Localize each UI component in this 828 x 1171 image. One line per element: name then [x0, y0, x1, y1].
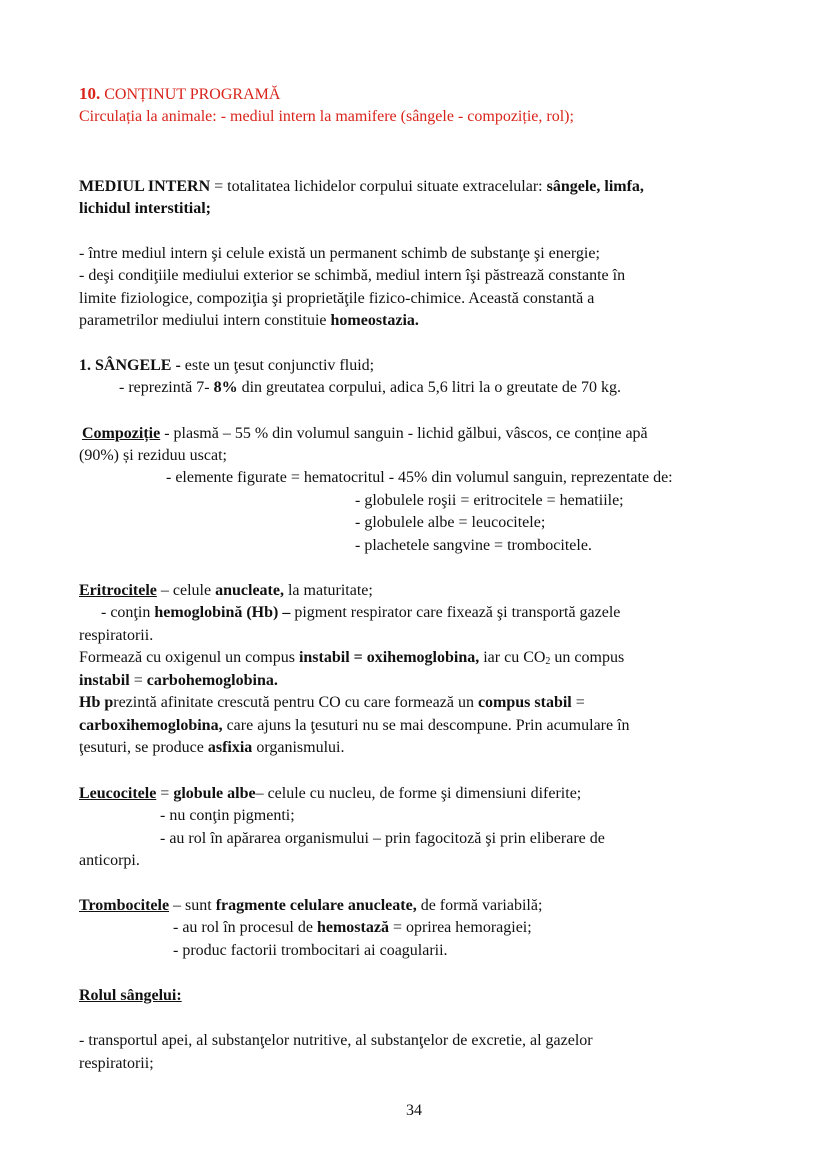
sangele-def: este un ţesut conjunctiv fluid; [184, 357, 375, 374]
mediul-def-text: = totalitatea lichidelor corpului situate extracelular: [210, 178, 547, 195]
mediul-term: MEDIUL INTERN [79, 178, 211, 195]
eritrocite-l7b: care ajuns la ţesuturi nu se mai descompune. Prin acumulare în [222, 717, 630, 734]
mediul-items: sângele, limfa, [546, 178, 644, 195]
page-number: 34 [406, 1102, 422, 1119]
mediul-definition [79, 177, 644, 197]
mediul-p1: - între mediul intern şi celule există un permanent schimb de substanţe şi energie; [79, 245, 600, 262]
sangele-percent: 8% [213, 379, 238, 396]
eritrocite-l1b: anucleate, [215, 582, 284, 599]
eritrocite-line1 [79, 581, 373, 601]
eritrocite-l2a: - conţin [101, 604, 155, 621]
compozitie-line6: - plachetele sangvine = trombocitele. [355, 537, 592, 554]
eritrocite-l4a: Formează cu oxigenul un compus [79, 649, 299, 666]
eritrocite-l6c: compus stabil [477, 694, 572, 711]
eritrocite-line6 [79, 693, 585, 713]
eritrocite-l6b: rezintă afinitate crescută pentru CO cu care formează un [113, 694, 478, 711]
eritrocite-l4b: instabil = oxihemoglobina, [298, 649, 480, 666]
trombocite-l1c: de formă variabilă; [416, 897, 543, 914]
compozitie-l1: - plasmă – 55 % din volumul sanguin - lichid gălbui, vâscos, ce conține apă [160, 425, 648, 442]
leucocite-line1 [79, 784, 581, 804]
compozitie-line4: - globulele roşii = eritrocitele = hematiile; [355, 492, 624, 509]
eritrocite-l8b: asfixia [207, 739, 253, 756]
homeostazia-term: homeostazia. [330, 312, 419, 329]
rolul-line2: respiratorii; [79, 1055, 154, 1072]
sangele-l2c: din greutatea corpului, adica 5,6 litri la o greutate de 70 kg. [237, 379, 622, 396]
trombocite-line2 [173, 918, 532, 938]
trombocite-l2c: = oprirea hemoragiei; [388, 919, 532, 936]
sangele-l2a: - reprezintă 7- [119, 379, 214, 396]
leucocite-line3: - au rol în apărarea organismului – prin fagocitoză şi prin eliberare de [160, 830, 605, 847]
leucocite-title: Leucocitele [79, 785, 157, 802]
leucocite-line2: - nu conţin pigmenti; [160, 807, 295, 824]
eritrocite-line4 [79, 648, 624, 668]
eritrocite-l2b: hemoglobină (Hb) – [154, 604, 291, 621]
eritrocite-line3: respiratorii. [79, 627, 154, 644]
compozitie-title: Compoziție [82, 425, 161, 442]
compozitie-line3: - elemente figurate = hematocritul - 45% din volumul sanguin, reprezentate de: [166, 469, 673, 486]
eritrocite-l6d: = [571, 694, 585, 711]
compozitie-line5: - globulele albe = leucocitele; [355, 514, 546, 531]
eritrocite-line7 [79, 716, 630, 736]
section-number: 10. [79, 84, 101, 103]
mediul-p4 [79, 311, 419, 331]
mediul-p2: - deşi condiţiile mediului exterior se schimbă, mediul intern îşi păstrează constante în [79, 267, 626, 284]
eritrocite-l8c: organismului. [252, 739, 345, 756]
section-heading [79, 84, 280, 105]
trombocite-title: Trombocitele [79, 897, 170, 914]
leucocite-l1b: globule albe [173, 785, 256, 802]
section-subtitle: Circulația la animale: - mediul intern la mamifere (sângele - compoziție, rol); [79, 108, 574, 125]
trombocite-line3: - produc factorii trombocitari ai coagularii. [173, 942, 448, 959]
rolul-title: Rolul sângelui: [79, 987, 182, 1004]
leucocite-l1c: – celule cu nucleu, de forme şi dimensiuni diferite; [255, 785, 582, 802]
eritrocite-l8a: ţesuturi, se produce [79, 739, 208, 756]
section-title: CONȚINUT PROGRAMĂ [104, 86, 281, 103]
mediul-items-line [79, 199, 211, 219]
eritrocite-l4sub: 2 [545, 656, 551, 667]
eritrocite-line8 [79, 738, 344, 758]
sangele-heading [79, 356, 374, 376]
mediul-p3: limite fiziologice, compoziţia şi proprietăţile fizico-chimice. Această constantă a [79, 290, 595, 307]
eritrocite-line2 [101, 603, 620, 623]
eritrocite-l5c: carbohemoglobina. [146, 672, 278, 689]
trombocite-l1a: – sunt [169, 897, 216, 914]
rolul-line1: - transportul apei, al substanţelor nutritive, al substanţelor de excretie, al gazelor [79, 1032, 593, 1049]
eritrocite-l5b: = [129, 672, 147, 689]
leucocite-line4: anticorpi. [79, 852, 140, 869]
eritrocite-l2c: pigment respirator care fixează şi transportă gazele [290, 604, 621, 621]
compozitie-line1 [82, 424, 648, 444]
compozitie-line2: (90%) și reziduu uscat; [79, 447, 227, 464]
mediul-p4-text: parametrilor mediului intern constituie [79, 312, 331, 329]
trombocite-l1b: fragmente celulare anucleate, [215, 897, 417, 914]
sangele-line2 [119, 378, 621, 398]
eritrocite-l4c: iar cu CO [479, 649, 546, 666]
rolul-title-line [79, 986, 182, 1006]
eritrocite-title: Eritrocitele [79, 582, 157, 599]
eritrocite-line5 [79, 671, 278, 691]
trombocite-l2b: hemostază [316, 919, 389, 936]
eritrocite-l7a: carboxihemoglobina, [79, 717, 223, 734]
eritrocite-l6a: Hb p [79, 694, 114, 711]
leucocite-l1a: = [156, 785, 174, 802]
eritrocite-l5a: instabil [79, 672, 130, 689]
eritrocite-l1a: – celule [156, 582, 216, 599]
trombocite-l2a: - au rol în procesul de [173, 919, 317, 936]
eritrocite-l4d: un compus [550, 649, 625, 666]
sangele-title: 1. SÂNGELE - [79, 357, 185, 374]
mediul-items2: lichidul interstitial; [79, 200, 211, 217]
trombocite-line1 [79, 896, 542, 916]
eritrocite-l1c: la maturitate; [283, 582, 373, 599]
